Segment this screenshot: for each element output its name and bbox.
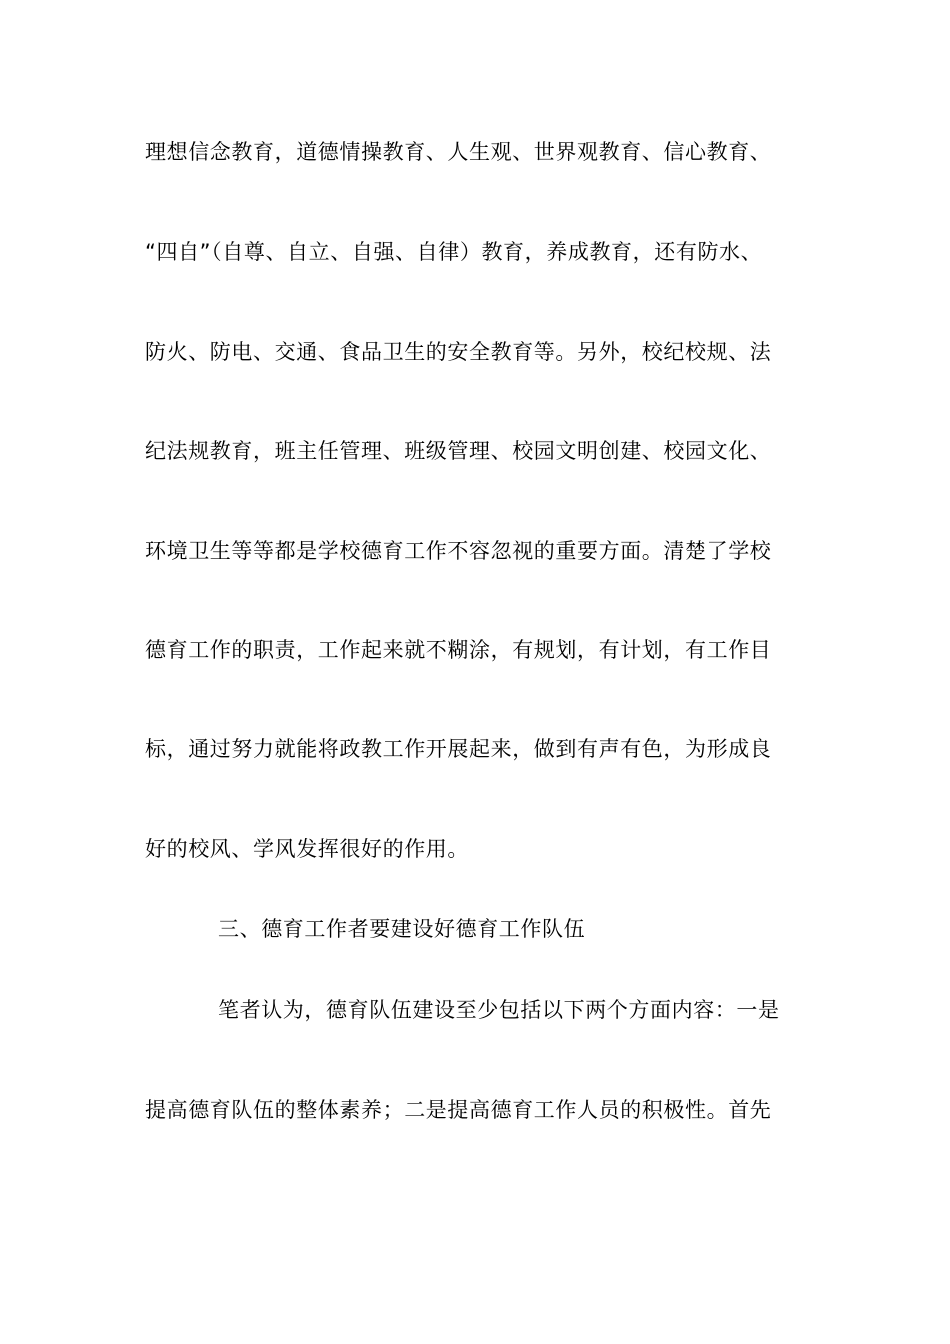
paragraph-line-6: 德育工作的职责，工作起来就不糊涂，有规划，有计划，有工作目 [145,638,772,662]
paragraph-line-2: “四自”（自尊、自立、自强、自律）教育，养成教育，还有防水、 [145,240,763,264]
paragraph-line-1: 理想信念教育，道德情操教育、人生观、世界观教育、信心教育、 [145,140,772,164]
paragraph-line-5: 环境卫生等等都是学校德育工作不容忽视的重要方面。清楚了学校 [145,539,772,563]
paragraph-line-8: 好的校风、学风发挥很好的作用。 [145,837,469,861]
paragraph-line-4: 纪法规教育，班主任管理、班级管理、校园文明创建、校园文化、 [145,439,772,463]
paragraph-line-7: 标，通过努力就能将政教工作开展起来，做到有声有色，为形成良 [145,737,772,761]
paragraph2-line-1: 笔者认为，德育队伍建设至少包括以下两个方面内容：一是 [218,998,780,1022]
paragraph-line-3: 防火、防电、交通、食品卫生的安全教育等。另外，校纪校规、法 [145,340,772,364]
paragraph2-line-2: 提高德育队伍的整体素养；二是提高德育工作人员的积极性。首先 [145,1098,772,1122]
section-heading: 三、德育工作者要建设好德育工作队伍 [218,917,586,941]
